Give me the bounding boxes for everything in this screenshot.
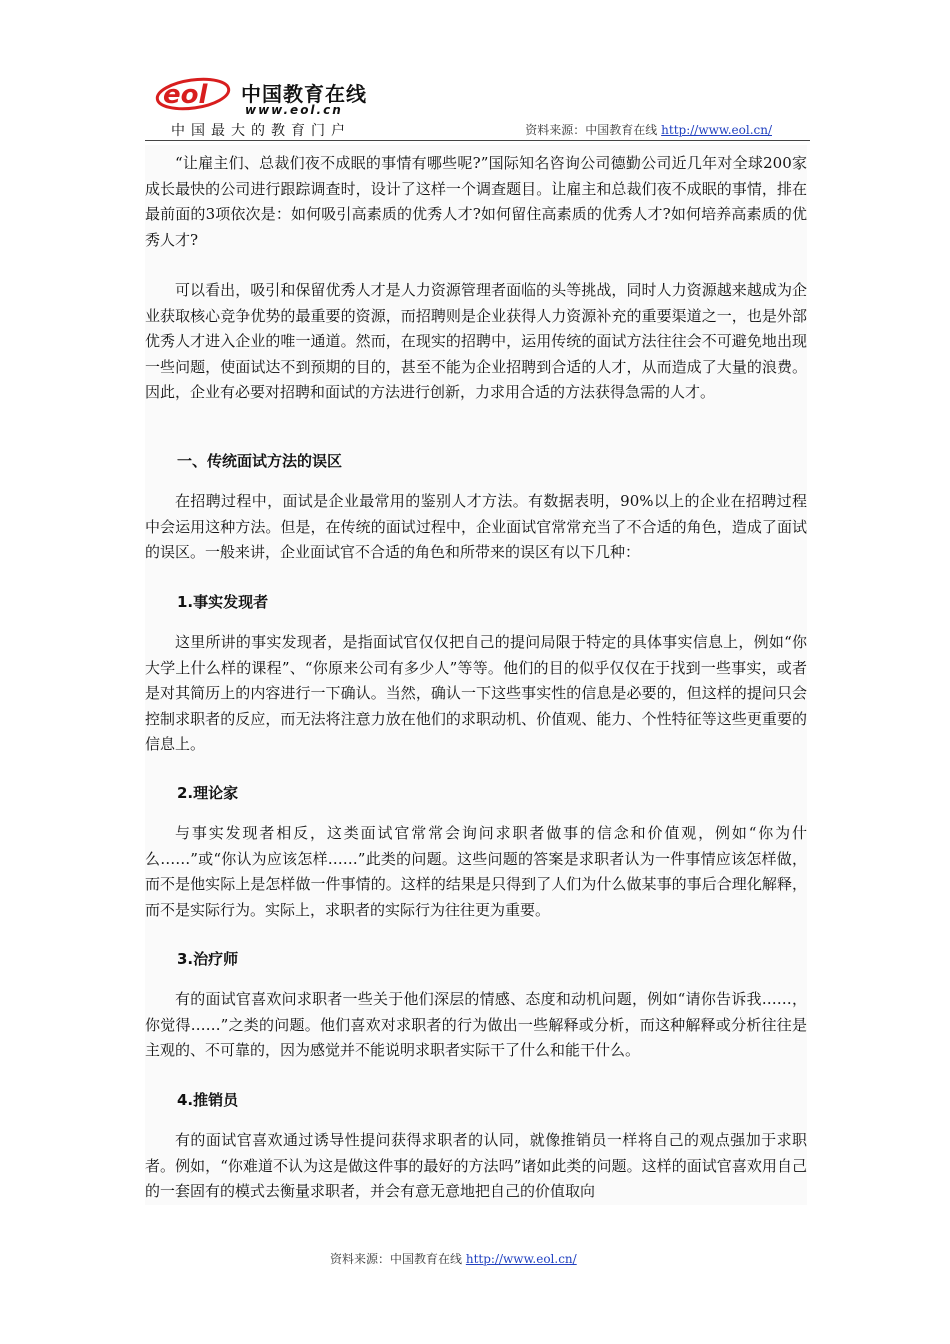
subheading-theorist: 2.理论家 xyxy=(177,784,239,802)
paragraph-fact-finder: 这里所讲的事实发现者，是指面试官仅仅把自己的提问局限于特定的具体事实信息上，例如“你大学上什么样的课程”、“你原来公司有多少人”等等。他们的目的似乎仅仅在于找到一些事实，或者是对其简历上的内容进行一下确认。当然，确认一下这些事实性的信息是必要的，但这样的提问只会控制求职者的反应，而无法将注意力放在他们的求职动机、价值观、能力、个性特征等这些更重要的信息上。 xyxy=(145,633,807,753)
paragraph-interview: 在招聘过程中，面试是企业最常用的鉴别人才方法。有数据表明，90%以上的企业在招聘过程中会运用这种方法。但是，在传统的面试过程中，企业面试官常常充当了不合适的角色，造成了面试的误区。一般来讲，企业面试官不合适的角色和所带来的误区有以下几种： xyxy=(145,492,807,561)
subheading-fact-finder: 1.事实发现者 xyxy=(177,593,269,611)
paragraph-intro: “让雇主们、总裁们夜不成眠的事情有哪些呢?”国际知名咨询公司德勤公司近几年对全球200家成长最快的公司进行跟踪调查时，设计了这样一个调查题目。让雇主和总裁们夜不成眠的事情，排在最前面的3项依次是：如何吸引高素质的优秀人才?如何留住高素质的优秀人才?如何培养高素质的优秀人才? xyxy=(145,154,807,249)
subheading-salesman: 4.推销员 xyxy=(177,1091,239,1109)
paragraph-theorist: 与事实发现者相反，这类面试官常常会询问求职者做事的信念和价值观，例如“你为什么……”或“你认为应该怎样……”此类的问题。这些问题的答案是求职者认为一件事情应该怎样做，而不是他实际上是怎样做一件事情的。这样的结果是只得到了人们为什么做某事的事后合理化解释，而不是实际行为。实际上，求职者的实际行为往往更为重要。 xyxy=(145,824,807,919)
article-body xyxy=(145,145,807,1205)
svg-text:eol: eol xyxy=(163,80,208,110)
footer-source xyxy=(330,1250,577,1267)
header-source xyxy=(525,121,772,138)
footer-source-label: 资料来源：中国教育在线 xyxy=(330,1252,463,1266)
eol-logo[interactable] xyxy=(153,72,383,139)
paragraph-therapist: 有的面试官喜欢问求职者一些关于他们深层的情感、态度和动机问题，例如“请你告诉我……，你觉得……”之类的问题。他们喜欢对求职者的行为做出一些解释或分析，而这种解释或分析往往是主观的、不可靠的，因为感觉并不能说明求职者实际干了什么和能干什么。 xyxy=(145,990,807,1059)
logo-url: www.eol.cn xyxy=(245,103,343,117)
paragraph-challenge: 可以看出，吸引和保留优秀人才是人力资源管理者面临的头等挑战，同时人力资源越来越成为企业获取核心竞争优势的最重要的资源，而招聘则是企业获得人力资源补充的重要渠道之一，也是外部优秀人才进入企业的唯一通道。然而，在现实的招聘中，运用传统的面试方法往往会不可避免地出现一些问题，使面试达不到预期的目的，甚至不能为企业招聘到合适的人才，从而造成了大量的浪费。因此，企业有必要对招聘和面试的方法进行创新，力求用合适的方法获得急需的人才。 xyxy=(145,281,807,401)
page-header xyxy=(145,64,810,144)
logo-title: 中国教育在线 xyxy=(241,82,367,106)
footer-source-link[interactable]: http://www.eol.cn/ xyxy=(465,1252,577,1266)
section-heading: 一、传统面试方法的误区 xyxy=(177,452,343,470)
header-source-label: 资料来源：中国教育在线 xyxy=(525,123,658,137)
header-divider xyxy=(145,140,810,141)
logo-slogan: 中国最大的教育门户 xyxy=(171,123,351,139)
eol-logo-mark-icon xyxy=(153,72,233,116)
paragraph-salesman: 有的面试官喜欢通过诱导性提问获得求职者的认同，就像推销员一样将自己的观点强加于求职者。例如，“你难道不认为这是做这件事的最好的方法吗”诸如此类的问题。这样的面试官喜欢用自己的一套固有的模式去衡量求职者，并会有意无意地把自己的价值取向 xyxy=(145,1131,807,1200)
subheading-therapist: 3.治疗师 xyxy=(177,950,239,968)
header-source-link[interactable]: http://www.eol.cn/ xyxy=(661,123,772,137)
